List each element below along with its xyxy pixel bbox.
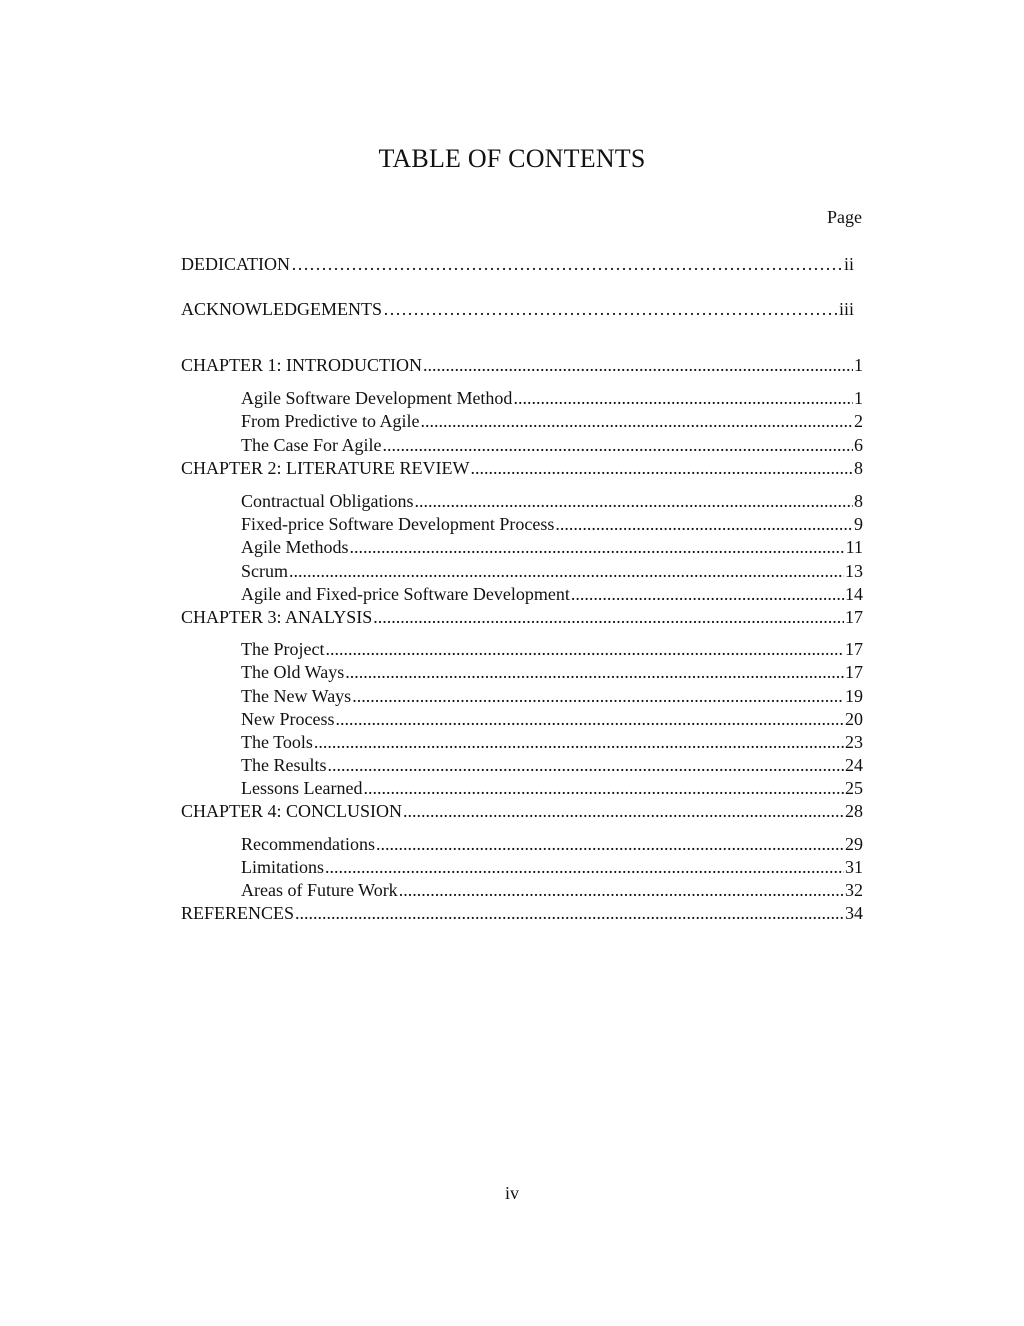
dot-leader [571,583,844,605]
toc-entry-page: 11 [845,537,863,557]
toc-entry-label: New Process [241,709,335,729]
toc-entry-page: 14 [845,584,863,604]
toc-entry-label: CHAPTER 2: LITERATURE REVIEW [181,458,470,478]
toc-entry-label: The Project [241,639,325,659]
toc-entry-page: 23 [845,732,863,752]
dot-leader [345,661,844,683]
toc-entry-section [241,434,863,456]
toc-entry-page: 2 [854,411,863,431]
dot-leader [325,638,844,660]
toc-entry-acknowledgements [181,298,854,320]
toc-entry-section [241,560,863,582]
toc-entry-page: 19 [845,686,863,706]
toc-entry-label: From Predictive to Agile [241,411,420,431]
page-title: TABLE OF CONTENTS [378,144,646,173]
toc-entry-page: 8 [854,458,863,478]
dot-leader [295,902,844,924]
toc-entry-label: Areas of Future Work [241,880,398,900]
toc-entry-page: 31 [845,857,863,877]
toc-entry-section [241,731,863,753]
toc-entry-label: ACKNOWLEDGEMENTS [181,299,382,319]
toc-entry-label: The New Ways [241,686,352,706]
dot-leader [399,879,844,901]
toc-entry-section [241,490,863,512]
toc-entry-label: The Tools [241,732,313,752]
toc-entry-label: Limitations [241,857,324,877]
toc-entry-page: 9 [854,514,863,534]
toc-entry-section [241,777,863,799]
toc-entry-page: 25 [845,778,863,798]
dot-leader [363,777,844,799]
toc-entry-page: 13 [845,561,863,581]
toc-entry-section [241,833,863,855]
toc-entry-chapter-4 [181,800,863,822]
dot-leader [335,708,844,730]
toc-entry-page: iii [838,299,854,319]
toc-entry-label: Contractual Obligations [241,491,414,511]
dot-leader [289,560,844,582]
dot-leader [420,410,853,432]
toc-entry-page: 17 [845,607,863,627]
toc-entry-label: Recommendations [241,834,375,854]
dot-leader [470,457,853,479]
dot-leader [376,833,844,855]
toc-entry-page: 32 [845,880,863,900]
dot-leader [328,754,845,776]
dot-leader [403,800,844,822]
toc-entry-label: Agile Methods [241,537,349,557]
toc-entry-page: 1 [854,355,863,375]
dot-leader [423,354,853,376]
toc-entry-section [241,536,863,558]
toc-entry-label: REFERENCES [181,903,295,923]
toc-entry-page: 34 [845,903,863,923]
dot-leader [513,387,853,409]
toc-entry-section [241,513,863,535]
toc-entry-label: The Case For Agile [241,435,382,455]
toc-entry-page: 17 [845,639,863,659]
page-column-header: Page [827,207,862,227]
toc-entry-section [241,754,863,776]
toc-entry-page: 29 [845,834,863,854]
toc-entry-section [241,638,863,660]
toc-entry-chapter-3 [181,606,863,628]
dot-leader [291,253,843,275]
toc-entry-section [241,583,863,605]
toc-entry-section [241,879,863,901]
toc-entry-page: 1 [854,388,863,408]
toc-entry-label: The Results [241,755,327,775]
dot-leader [325,856,844,878]
toc-entry-label: Agile and Fixed-price Software Development [241,584,570,604]
toc-entry-page: 6 [854,435,863,455]
toc-entry-label: CHAPTER 4: CONCLUSION [181,801,403,821]
toc-entry-label: Agile Software Development Method [241,388,513,408]
toc-entry-page: 24 [845,755,863,775]
dot-leader [314,731,844,753]
page-number: iv [504,1183,519,1203]
dot-leader [414,490,853,512]
toc-entry-label: CHAPTER 1: INTRODUCTION [181,355,422,375]
toc-entry-section [241,661,863,683]
toc-entry-label: The Old Ways [241,662,345,682]
toc-entry-page: 20 [845,709,863,729]
dot-leader [350,536,845,558]
toc-entry-section [241,387,863,409]
dot-leader [352,685,844,707]
toc-entry-section [241,856,863,878]
toc-entry-section [241,410,863,432]
toc-entry-label: Scrum [241,561,288,581]
toc-entry-dedication [181,253,854,275]
dot-leader [555,513,853,535]
toc-entry-references [181,902,863,924]
toc-entry-chapter-2 [181,457,863,479]
toc-entry-label: DEDICATION [181,254,290,274]
toc-entry-label: Fixed-price Software Development Process [241,514,555,534]
toc-entry-section [241,685,863,707]
toc-entry-chapter-1 [181,354,863,376]
toc-entry-page: 17 [845,662,863,682]
toc-entry-page: 8 [854,491,863,511]
toc-entry-label: Lessons Learned [241,778,363,798]
toc-entry-label: CHAPTER 3: ANALYSIS [181,607,373,627]
toc-entry-page: ii [843,254,854,274]
dot-leader [373,606,844,628]
dot-leader [382,434,853,456]
toc-entry-section [241,708,863,730]
toc-entry-page: 28 [845,801,863,821]
dot-leader [383,298,838,320]
